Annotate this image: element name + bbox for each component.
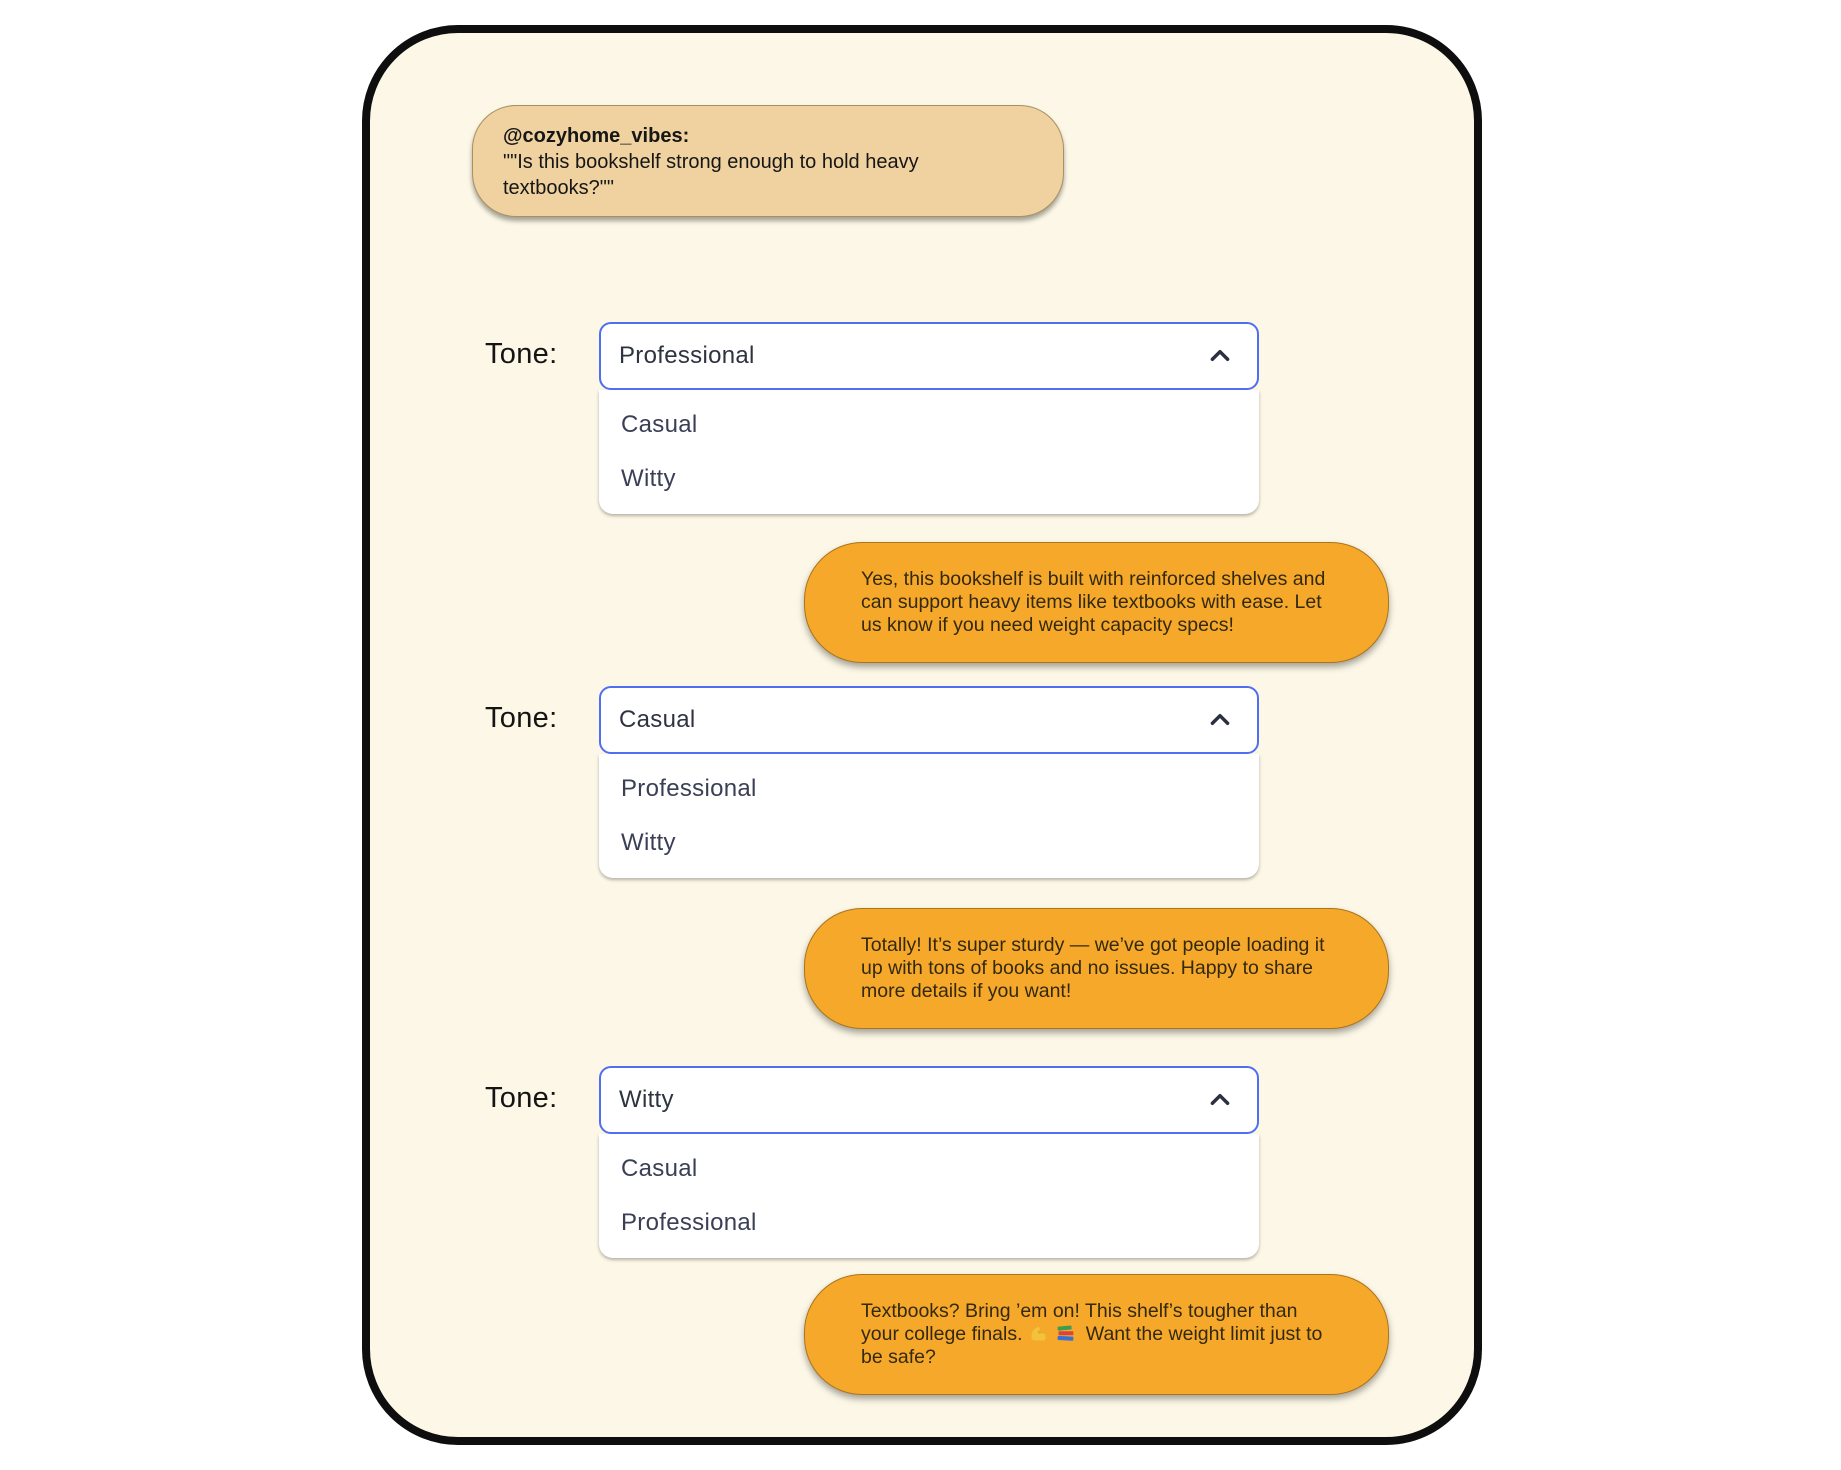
chevron-up-icon	[1207, 343, 1233, 369]
reply-bubble-professional	[804, 542, 1389, 663]
tone-section-professional	[370, 322, 1389, 514]
customer-message-bubble	[472, 105, 1064, 217]
tone-option-professional[interactable]: Professional	[621, 1209, 757, 1236]
tone-select-value: Casual	[619, 706, 696, 733]
reply-text-before: Textbooks? Bring ’em on! This shelf’s tougher than your college finals.	[861, 1300, 1298, 1345]
books-emoji	[1055, 1323, 1076, 1344]
tone-option-professional[interactable]: Professional	[621, 775, 757, 802]
tone-label: Tone:	[485, 338, 558, 370]
flexed-biceps-emoji	[1028, 1323, 1049, 1344]
reply-text: Yes, this bookshelf is built with reinforced shelves and can support heavy items like textbooks with ease. Let us know if you need weight capacity specs!	[861, 568, 1326, 636]
chevron-up-icon	[1207, 1087, 1233, 1113]
reply-bubble-witty	[804, 1274, 1389, 1395]
reply-tool-card	[362, 25, 1482, 1445]
customer-message-text: ""Is this bookshelf strong enough to hold heavy textbooks?""	[503, 151, 919, 199]
tone-section-casual	[370, 686, 1389, 878]
tone-option-casual[interactable]: Casual	[621, 411, 698, 438]
tone-select-casual[interactable]	[599, 686, 1259, 754]
reply-bubble-casual	[804, 908, 1389, 1029]
customer-username: @cozyhome_vibes:	[503, 125, 690, 147]
reply-text	[861, 1300, 1330, 1369]
tone-options-list	[599, 390, 1259, 514]
tone-select-professional[interactable]	[599, 322, 1259, 390]
reply-text: Totally! It’s super sturdy — we’ve got people loading it up with tons of books and no issues. Happy to share more details if you want!	[861, 934, 1325, 1002]
tone-label: Tone:	[485, 1082, 558, 1114]
tone-section-witty	[370, 1066, 1389, 1258]
tone-label: Tone:	[485, 702, 558, 734]
tone-options-list	[599, 1134, 1259, 1258]
reply-text-after: Want the weight limit just to be safe?	[861, 1323, 1323, 1368]
chevron-up-icon	[1207, 707, 1233, 733]
tone-options-list	[599, 754, 1259, 878]
tone-select-value: Witty	[619, 1086, 674, 1113]
tone-select-witty[interactable]	[599, 1066, 1259, 1134]
tone-option-witty[interactable]: Witty	[621, 829, 676, 856]
tone-select-value: Professional	[619, 342, 755, 369]
tone-option-casual[interactable]: Casual	[621, 1155, 698, 1182]
tone-option-witty[interactable]: Witty	[621, 465, 676, 492]
